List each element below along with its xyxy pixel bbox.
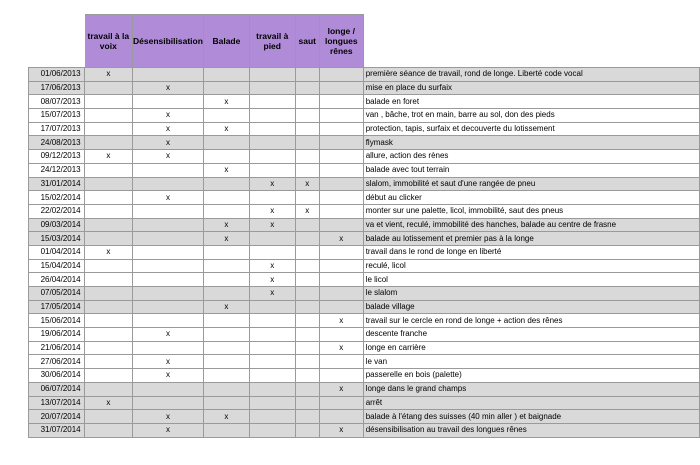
mark-desensitization [133, 341, 204, 355]
table-row [29, 423, 700, 437]
mark-desensitization: x [133, 191, 204, 205]
mark-long-reins [319, 95, 363, 109]
table-row [29, 259, 700, 273]
mark-voice-work [84, 177, 132, 191]
row-description: descente franche [363, 328, 699, 342]
row-description: balade village [363, 300, 699, 314]
row-description: balade en foret [363, 95, 699, 109]
mark-long-reins [319, 81, 363, 95]
mark-jump [295, 300, 319, 314]
header-desc-blank [363, 15, 699, 68]
row-description: passerelle en bois (palette) [363, 369, 699, 383]
mark-ride [203, 191, 249, 205]
mark-jump [295, 259, 319, 273]
mark-groundwork [249, 95, 295, 109]
mark-desensitization [133, 382, 204, 396]
header-row [29, 15, 700, 68]
mark-groundwork [249, 122, 295, 136]
mark-groundwork [249, 150, 295, 164]
mark-long-reins [319, 204, 363, 218]
mark-desensitization [133, 163, 204, 177]
mark-voice-work: x [84, 68, 132, 82]
row-date: 07/05/2014 [29, 287, 85, 301]
row-description: balade au lotissement et premier pas à la longe [363, 232, 699, 246]
mark-long-reins [319, 273, 363, 287]
mark-ride [203, 355, 249, 369]
mark-ride [203, 136, 249, 150]
mark-ride [203, 396, 249, 410]
row-date: 24/12/2013 [29, 163, 85, 177]
mark-jump [295, 232, 319, 246]
mark-voice-work [84, 122, 132, 136]
mark-voice-work [84, 382, 132, 396]
mark-groundwork [249, 109, 295, 123]
mark-desensitization [133, 259, 204, 273]
row-description: le van [363, 355, 699, 369]
mark-groundwork [249, 136, 295, 150]
table-row [29, 191, 700, 205]
mark-ride: x [203, 232, 249, 246]
mark-voice-work [84, 410, 132, 424]
mark-jump [295, 423, 319, 437]
row-description: travail dans le rond de longe en liberté [363, 245, 699, 259]
row-date: 15/03/2014 [29, 232, 85, 246]
mark-ride [203, 245, 249, 259]
mark-voice-work: x [84, 245, 132, 259]
mark-desensitization [133, 273, 204, 287]
mark-long-reins: x [319, 314, 363, 328]
row-description: va et vient, reculé, immobilité des hanches, balade au centre de frasne [363, 218, 699, 232]
mark-voice-work [84, 232, 132, 246]
table-row [29, 81, 700, 95]
mark-desensitization: x [133, 150, 204, 164]
mark-ride [203, 109, 249, 123]
row-date: 26/04/2014 [29, 273, 85, 287]
mark-desensitization [133, 95, 204, 109]
row-date: 31/07/2014 [29, 423, 85, 437]
row-date: 17/07/2013 [29, 122, 85, 136]
mark-ride [203, 177, 249, 191]
mark-groundwork [249, 163, 295, 177]
mark-desensitization [133, 218, 204, 232]
mark-ride: x [203, 122, 249, 136]
mark-groundwork: x [249, 259, 295, 273]
row-date: 09/12/2013 [29, 150, 85, 164]
header-jump: saut [295, 15, 319, 68]
mark-jump [295, 68, 319, 82]
row-description: travail sur le cercle en rond de longe + action des rênes [363, 314, 699, 328]
row-date: 15/07/2013 [29, 109, 85, 123]
mark-jump [295, 382, 319, 396]
row-date: 17/05/2014 [29, 300, 85, 314]
mark-long-reins [319, 191, 363, 205]
mark-desensitization [133, 204, 204, 218]
mark-ride [203, 68, 249, 82]
mark-voice-work [84, 355, 132, 369]
mark-jump [295, 314, 319, 328]
mark-long-reins [319, 410, 363, 424]
mark-groundwork [249, 314, 295, 328]
row-date: 06/07/2014 [29, 382, 85, 396]
row-description: protection, tapis, surfaix et decouverte du lotissement [363, 122, 699, 136]
mark-jump [295, 273, 319, 287]
mark-desensitization: x [133, 423, 204, 437]
mark-long-reins: x [319, 423, 363, 437]
mark-desensitization [133, 314, 204, 328]
mark-voice-work [84, 136, 132, 150]
mark-long-reins [319, 150, 363, 164]
table-row [29, 328, 700, 342]
mark-ride [203, 314, 249, 328]
mark-voice-work [84, 95, 132, 109]
row-date: 15/06/2014 [29, 314, 85, 328]
row-description: début au clicker [363, 191, 699, 205]
table-row [29, 204, 700, 218]
mark-desensitization: x [133, 136, 204, 150]
mark-jump [295, 287, 319, 301]
mark-groundwork: x [249, 287, 295, 301]
header-long-reins: longe / longues rênes [319, 15, 363, 68]
mark-long-reins [319, 163, 363, 177]
mark-voice-work [84, 341, 132, 355]
mark-jump [295, 396, 319, 410]
table-row [29, 314, 700, 328]
mark-jump [295, 109, 319, 123]
mark-long-reins [319, 369, 363, 383]
mark-long-reins [319, 396, 363, 410]
mark-desensitization [133, 177, 204, 191]
mark-groundwork [249, 68, 295, 82]
mark-long-reins [319, 328, 363, 342]
row-description: reculé, licol [363, 259, 699, 273]
table-row [29, 396, 700, 410]
row-description: arrêt [363, 396, 699, 410]
table-row [29, 136, 700, 150]
row-date: 30/06/2014 [29, 369, 85, 383]
mark-long-reins [319, 122, 363, 136]
mark-long-reins [319, 177, 363, 191]
row-date: 01/06/2013 [29, 68, 85, 82]
header-ride: Balade [203, 15, 249, 68]
row-description: van , bâche, trot en main, barre au sol, don des pieds [363, 109, 699, 123]
table-row [29, 369, 700, 383]
row-description: balade à l'étang des suisses (40 min aller ) et baignade [363, 410, 699, 424]
mark-ride [203, 204, 249, 218]
mark-voice-work [84, 314, 132, 328]
mark-long-reins [319, 300, 363, 314]
mark-ride: x [203, 410, 249, 424]
row-description: le licol [363, 273, 699, 287]
table-row [29, 150, 700, 164]
mark-jump [295, 81, 319, 95]
mark-jump [295, 218, 319, 232]
mark-long-reins [319, 136, 363, 150]
mark-desensitization [133, 396, 204, 410]
row-date: 22/02/2014 [29, 204, 85, 218]
mark-jump [295, 369, 319, 383]
row-description: désensibilisation au travail des longues rênes [363, 423, 699, 437]
mark-jump [295, 410, 319, 424]
mark-voice-work [84, 109, 132, 123]
row-date: 27/06/2014 [29, 355, 85, 369]
header-desensitization: Désensibilisation [133, 15, 204, 68]
mark-voice-work [84, 81, 132, 95]
mark-voice-work [84, 369, 132, 383]
mark-voice-work [84, 328, 132, 342]
mark-groundwork [249, 410, 295, 424]
mark-groundwork [249, 232, 295, 246]
mark-ride [203, 382, 249, 396]
mark-long-reins [319, 259, 363, 273]
mark-ride [203, 328, 249, 342]
table-row [29, 109, 700, 123]
mark-groundwork [249, 355, 295, 369]
mark-groundwork: x [249, 218, 295, 232]
header-groundwork: travail à pied [249, 15, 295, 68]
mark-groundwork [249, 369, 295, 383]
table-row [29, 273, 700, 287]
mark-voice-work [84, 204, 132, 218]
training-log-table [28, 14, 700, 438]
mark-voice-work [84, 273, 132, 287]
table-row [29, 300, 700, 314]
row-date: 01/04/2014 [29, 245, 85, 259]
row-date: 20/07/2014 [29, 410, 85, 424]
mark-jump: x [295, 177, 319, 191]
table-row [29, 95, 700, 109]
table-row [29, 245, 700, 259]
row-date: 19/06/2014 [29, 328, 85, 342]
mark-desensitization: x [133, 328, 204, 342]
mark-desensitization [133, 287, 204, 301]
table-row [29, 163, 700, 177]
mark-desensitization [133, 68, 204, 82]
mark-long-reins [319, 68, 363, 82]
mark-voice-work [84, 287, 132, 301]
mark-voice-work [84, 300, 132, 314]
mark-ride [203, 341, 249, 355]
mark-ride: x [203, 300, 249, 314]
mark-desensitization: x [133, 355, 204, 369]
row-description: longe en carrière [363, 341, 699, 355]
mark-ride [203, 273, 249, 287]
mark-groundwork [249, 396, 295, 410]
row-date: 15/02/2014 [29, 191, 85, 205]
row-description: mise en place du surfaix [363, 81, 699, 95]
row-description: balade avec tout terrain [363, 163, 699, 177]
table-row [29, 287, 700, 301]
table-row [29, 177, 700, 191]
mark-desensitization: x [133, 410, 204, 424]
table-row [29, 382, 700, 396]
mark-jump [295, 136, 319, 150]
mark-ride [203, 259, 249, 273]
mark-voice-work [84, 259, 132, 273]
mark-groundwork [249, 245, 295, 259]
mark-jump [295, 150, 319, 164]
mark-voice-work: x [84, 396, 132, 410]
mark-ride: x [203, 95, 249, 109]
mark-jump [295, 341, 319, 355]
mark-desensitization: x [133, 81, 204, 95]
mark-ride [203, 369, 249, 383]
mark-ride: x [203, 163, 249, 177]
row-description: flymask [363, 136, 699, 150]
mark-long-reins [319, 245, 363, 259]
mark-groundwork [249, 382, 295, 396]
header-voice-work: travail à la voix [84, 15, 132, 68]
mark-ride [203, 81, 249, 95]
row-date: 15/04/2014 [29, 259, 85, 273]
mark-groundwork: x [249, 177, 295, 191]
mark-jump [295, 95, 319, 109]
mark-desensitization [133, 232, 204, 246]
mark-ride: x [203, 218, 249, 232]
table-row [29, 218, 700, 232]
mark-ride [203, 150, 249, 164]
mark-voice-work [84, 163, 132, 177]
mark-jump [295, 163, 319, 177]
row-date: 21/06/2014 [29, 341, 85, 355]
mark-jump [295, 245, 319, 259]
mark-long-reins: x [319, 341, 363, 355]
table-row [29, 341, 700, 355]
mark-groundwork [249, 191, 295, 205]
row-description: longe dans le grand champs [363, 382, 699, 396]
mark-jump [295, 122, 319, 136]
mark-voice-work [84, 423, 132, 437]
row-description: le slalom [363, 287, 699, 301]
row-date: 13/07/2014 [29, 396, 85, 410]
mark-long-reins [319, 109, 363, 123]
mark-groundwork [249, 341, 295, 355]
mark-groundwork: x [249, 204, 295, 218]
table-row [29, 122, 700, 136]
row-date: 09/03/2014 [29, 218, 85, 232]
table-row [29, 232, 700, 246]
mark-jump: x [295, 204, 319, 218]
mark-ride [203, 287, 249, 301]
mark-desensitization: x [133, 109, 204, 123]
mark-voice-work [84, 218, 132, 232]
mark-ride [203, 423, 249, 437]
mark-groundwork: x [249, 273, 295, 287]
mark-desensitization [133, 245, 204, 259]
mark-long-reins [319, 355, 363, 369]
mark-long-reins [319, 218, 363, 232]
table-row [29, 410, 700, 424]
mark-jump [295, 355, 319, 369]
mark-voice-work: x [84, 150, 132, 164]
mark-desensitization [133, 300, 204, 314]
mark-long-reins: x [319, 382, 363, 396]
row-date: 17/06/2013 [29, 81, 85, 95]
row-description: slalom, immobilité et saut d'une rangée de pneu [363, 177, 699, 191]
mark-desensitization: x [133, 122, 204, 136]
row-date: 31/01/2014 [29, 177, 85, 191]
mark-voice-work [84, 191, 132, 205]
log-body [29, 68, 700, 438]
mark-long-reins [319, 287, 363, 301]
mark-groundwork [249, 423, 295, 437]
mark-groundwork [249, 300, 295, 314]
mark-long-reins: x [319, 232, 363, 246]
mark-desensitization: x [133, 369, 204, 383]
mark-groundwork [249, 81, 295, 95]
row-date: 08/07/2013 [29, 95, 85, 109]
mark-groundwork [249, 328, 295, 342]
mark-jump [295, 191, 319, 205]
row-description: monter sur une palette, licol, immobilité, saut des pneus [363, 204, 699, 218]
table-row [29, 355, 700, 369]
table-row [29, 68, 700, 82]
header-date-blank [29, 15, 85, 68]
row-description: allure, action des rènes [363, 150, 699, 164]
row-date: 24/08/2013 [29, 136, 85, 150]
row-description: première séance de travail, rond de longe. Liberté code vocal [363, 68, 699, 82]
mark-jump [295, 328, 319, 342]
